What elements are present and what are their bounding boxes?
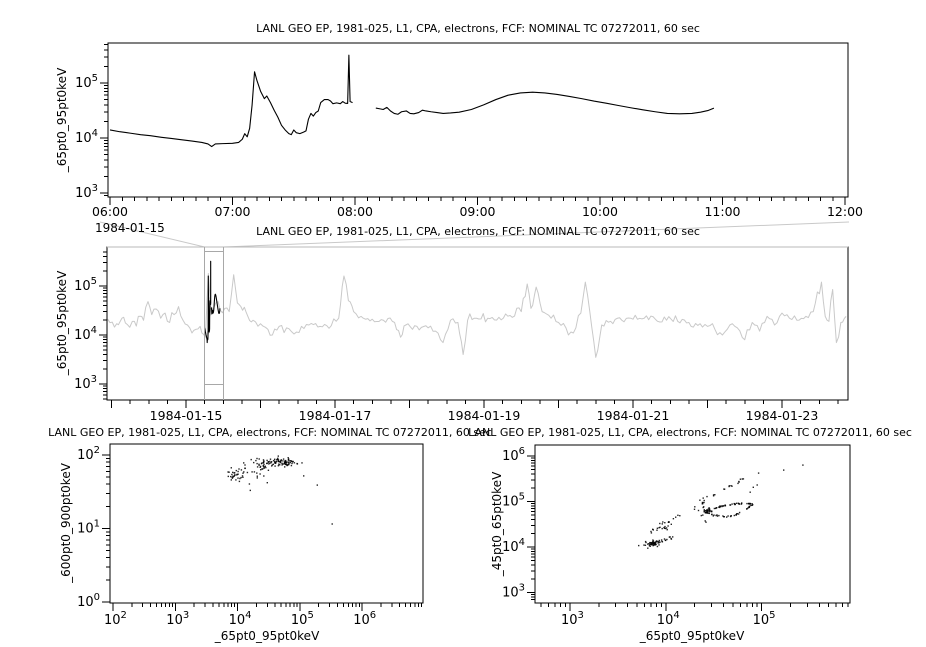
panel2-y-ticks[interactable]: [74, 252, 107, 399]
tick-label: $10^2$: [77, 445, 100, 463]
panel1-title: LANL GEO EP, 1981-025, L1, CPA, electrons, FCF: NOMINAL TC 07272011, 60 sec: [256, 22, 700, 35]
panel3-title: LANL GEO EP, 1981-025, L1, CPA, electrons, FCF: NOMINAL TC 07272011, 60 sec: [48, 426, 492, 439]
tick-label: $10^4$: [502, 537, 525, 555]
panel1-date-label: 1984-01-15: [95, 221, 165, 235]
tick-label: $10^2$: [104, 610, 127, 628]
date-tick-label: 1984-01-23: [745, 408, 819, 423]
panel2-plot-area[interactable]: [107, 247, 848, 400]
tick-label: $10^6$: [502, 446, 525, 464]
time-tick-label: 11:00: [704, 204, 741, 219]
tick-label: $10^3$: [561, 610, 584, 628]
date-tick-label: 1984-01-21: [596, 408, 670, 423]
tick-label: $10^4$: [228, 610, 252, 628]
tick-label: $10^1$: [77, 518, 100, 537]
panel3-plot-area[interactable]: [110, 444, 423, 603]
tick-label: $10^4$: [75, 128, 98, 146]
panel3-x-axis-label[interactable]: _65pt0_95pt0keV: [214, 629, 320, 643]
date-tick-label: 1984-01-15: [149, 408, 223, 423]
date-tick-label: 1984-01-17: [298, 408, 372, 423]
tick-label: $10^4$: [656, 610, 680, 628]
panel1-x-ticks[interactable]: [92, 197, 863, 219]
panel3-x-ticks[interactable]: [104, 603, 422, 628]
tick-label: $10^5$: [75, 73, 98, 91]
time-tick-label: 12:00: [826, 204, 864, 219]
panel1-plot-area[interactable]: [108, 43, 848, 197]
time-tick-label: 09:00: [459, 204, 496, 219]
panel3-y-axis-label[interactable]: _600pt0_900pt0keV: [59, 463, 73, 583]
panel1-y-axis-label[interactable]: _65pt0_95pt0keV: [55, 67, 69, 173]
panel4-x-axis-label[interactable]: _65pt0_95pt0keV: [639, 629, 745, 643]
panel2-title: LANL GEO EP, 1981-025, L1, CPA, electrons, FCF: NOMINAL TC 07272011, 60 sec: [256, 225, 700, 238]
tick-label: $10^3$: [75, 183, 98, 201]
panel4-title: LANL GEO EP, 1981-025, L1, CPA, electrons, FCF: NOMINAL TC 07272011, 60 sec: [468, 426, 912, 439]
tick-label: $10^6$: [353, 610, 377, 628]
date-tick-label: 1984-01-19: [447, 408, 521, 423]
panel4-y-axis-label[interactable]: _45pt0_65pt0keV: [490, 471, 504, 577]
tick-label: $10^5$: [502, 491, 525, 510]
panel4-plot-area[interactable]: [535, 445, 850, 603]
tick-label: $10^3$: [74, 374, 97, 392]
time-tick-label: 06:00: [91, 204, 129, 219]
tick-label: $10^4$: [74, 325, 97, 343]
tick-label: $10^5$: [290, 610, 314, 628]
panel2-y-axis-label[interactable]: _65pt0_95pt0keV: [55, 270, 69, 376]
panel4-x-ticks[interactable]: [541, 603, 848, 628]
tick-label: $10^5$: [752, 610, 776, 628]
time-tick-label: 10:00: [581, 204, 619, 219]
time-tick-label: 07:00: [214, 204, 251, 219]
panel1-y-ticks[interactable]: [75, 45, 108, 201]
time-tick-label: 08:00: [336, 204, 374, 219]
panel2-x-ticks[interactable]: [112, 400, 838, 423]
panel4-y-ticks[interactable]: [502, 446, 535, 601]
panel3-y-ticks[interactable]: [77, 445, 110, 610]
tick-label: $10^3$: [502, 582, 525, 601]
tick-label: $10^5$: [74, 276, 97, 294]
tick-label: $10^0$: [77, 592, 100, 610]
tick-label: $10^3$: [166, 610, 190, 628]
